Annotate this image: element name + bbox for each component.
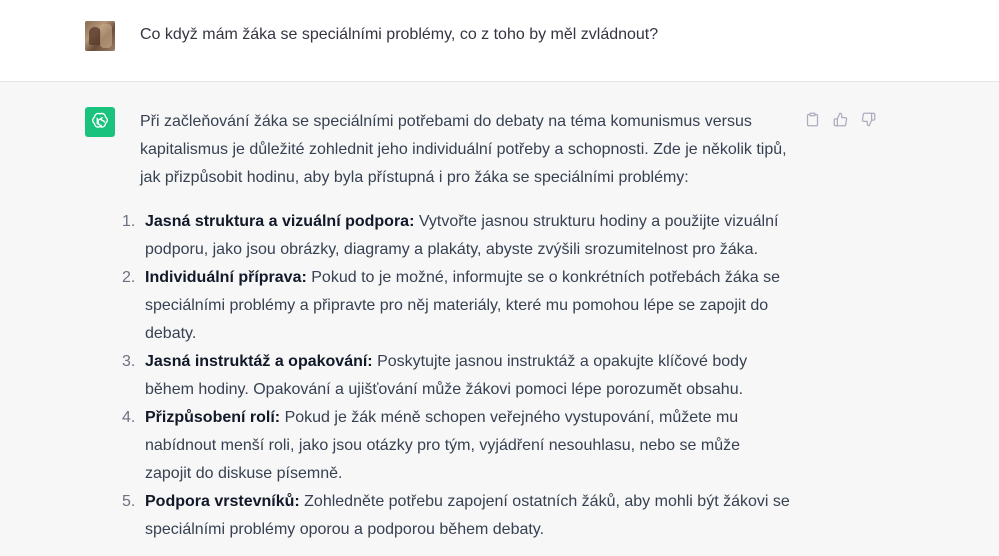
assistant-message-content [122, 108, 790, 544]
message-actions [804, 111, 876, 127]
thumbs-up-icon[interactable] [832, 111, 848, 127]
list-item: 3. Jasná instruktáž a opakování: Poskytujte jasnou instruktáž a opakujte klíčové body během hodiny. Opakování a ujišťování může žákovi pomoci lépe porozumět obsahu. [122, 353, 748, 398]
thumbs-down-icon[interactable] [860, 111, 876, 127]
list-item: 4. Přizpůsobení rolí: Pokud je žák méně schopen veřejného vystupování, můžete mu nabídnout menší roli, jako jsou otázky pro tým, vyjádření nesouhlasu, nebo se může zapojit do diskuse písemně. [122, 409, 740, 482]
list-item: 5. Podpora vrstevníků: Zohledněte potřebu zapojení ostatních žáků, aby mohli být žákovi se speciálními problémy oporou a podporou během debaty. [122, 493, 790, 538]
assistant-message-row [0, 82, 999, 556]
list-item: 2. Individuální příprava: Pokud to je možné, informujte se o konkrétních potřebách žáka se speciálními problémy a připravte pro něj materiály, které mu pomohou lépe se zapojit do debaty. [122, 269, 780, 342]
user-message-text: Co když mám žáka se speciálními problémy, co z toho by měl zvládnout? [140, 26, 659, 43]
assistant-intro: Při začleňování žáka se speciálními potřebami do debaty na téma komunismus versus kapitalismus je důležité zohlednit jeho individuální potřeby a schopnosti. Zde je několik tipů, jak přizpůsobit hodinu, aby byla přístupná i pro žáka se speciálními problémy: [140, 113, 787, 186]
user-message-row [0, 0, 999, 82]
openai-logo-icon [85, 107, 115, 137]
user-avatar [85, 21, 115, 51]
tips-list [122, 208, 790, 544]
clipboard-icon[interactable] [804, 111, 820, 127]
list-item: 1. Jasná struktura a vizuální podpora: Vytvořte jasnou strukturu hodiny a použijte vizuální podporu, jako jsou obrázky, diagramy a plakáty, abyste zvýšili srozumitelnost pro žáka. [122, 213, 779, 258]
